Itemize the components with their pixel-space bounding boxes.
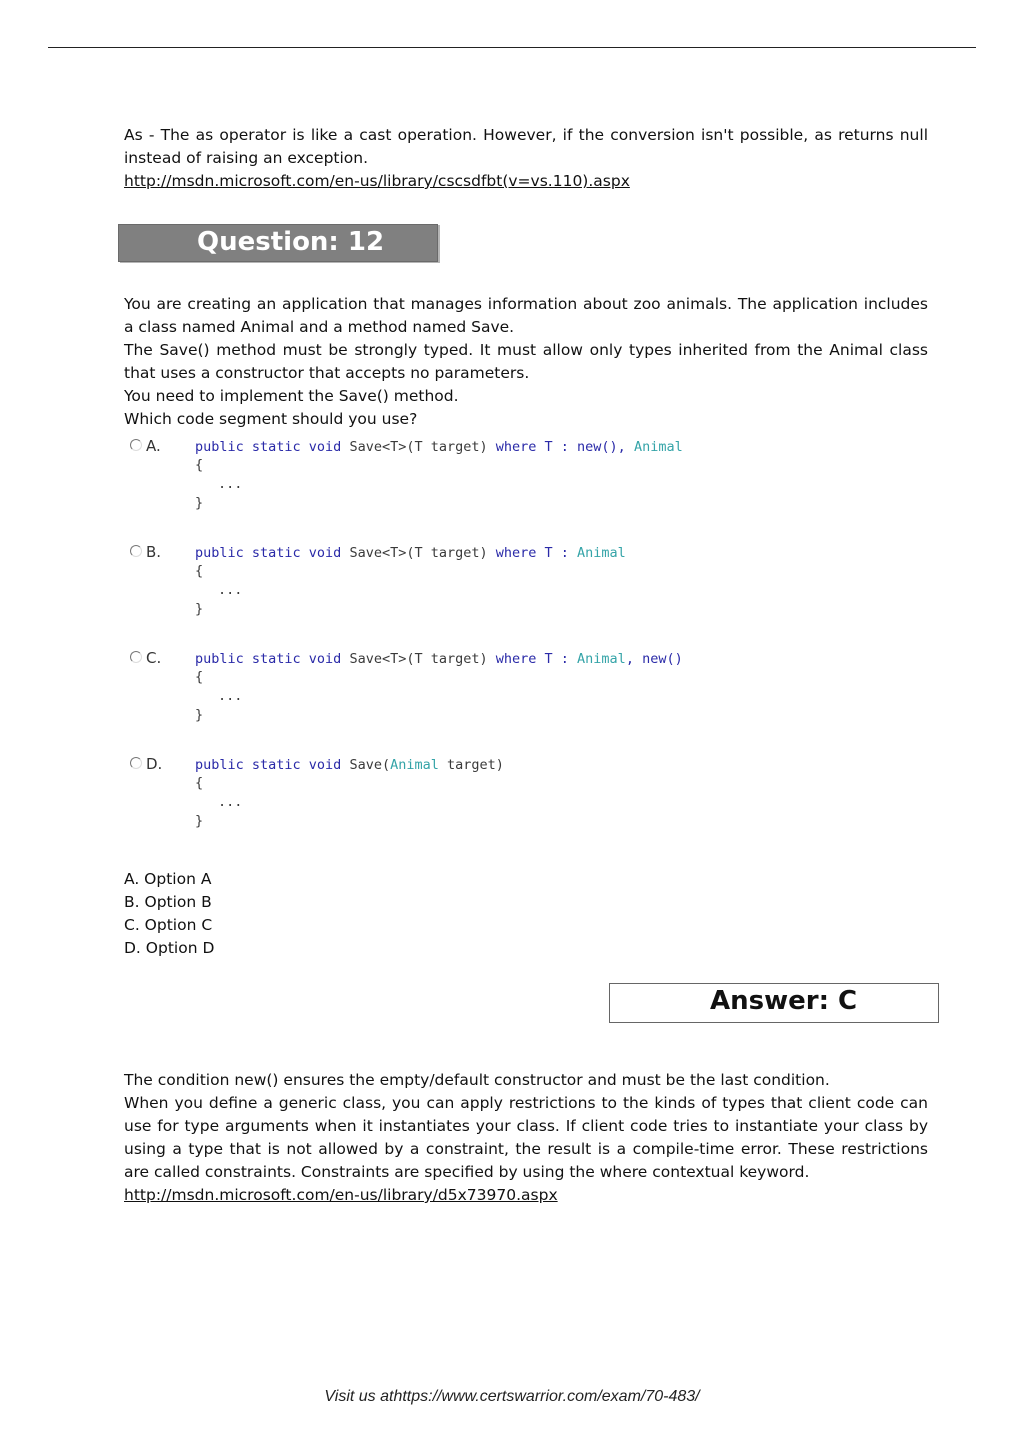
code-signature: public static void Save<T>(T target) where T : Animal, new() xyxy=(195,651,683,667)
code-brace-close: } xyxy=(195,601,204,617)
code-body: ... xyxy=(218,582,243,598)
code-brace-open: { xyxy=(195,775,204,791)
option-label: B. xyxy=(146,543,162,561)
question-line: Which code segment should you use? xyxy=(124,410,418,428)
radio-icon xyxy=(130,545,142,557)
top-rule xyxy=(48,47,976,48)
question-line: You need to implement the Save() method. xyxy=(124,387,459,405)
answer-choices xyxy=(124,868,214,960)
option-a-radio[interactable] xyxy=(130,437,178,459)
choice-item: C. Option C xyxy=(124,916,213,934)
option-label: D. xyxy=(146,755,163,773)
explanation-line1: The condition new() ensures the empty/default constructor and must be the last condition. xyxy=(124,1071,830,1089)
question-line: The Save() method must be strongly typed. It must allow only types inherited from the Animal class that uses a constructor that accepts no parameters. xyxy=(124,341,928,382)
explanation-section xyxy=(124,1069,928,1207)
code-brace-close: } xyxy=(195,707,204,723)
question-line: You are creating an application that manages information about zoo animals. The application includes a class named Animal and a method named Save. xyxy=(124,295,928,336)
question-text xyxy=(124,293,928,431)
question-heading: Question: 12 xyxy=(197,227,385,257)
code-signature: public static void Save<T>(T target) where T : Animal xyxy=(195,545,626,561)
intro-text: As - The as operator is like a cast operation. However, if the conversion isn't possible, as returns null instead of raising an exception. xyxy=(124,126,928,167)
option-label: A. xyxy=(146,437,161,455)
code-body: ... xyxy=(218,794,243,810)
radio-icon xyxy=(130,439,142,451)
option-b-radio[interactable] xyxy=(130,543,178,565)
choice-item: D. Option D xyxy=(124,939,215,957)
radio-icon xyxy=(130,651,142,663)
code-body: ... xyxy=(218,476,243,492)
code-signature: public static void Save(Animal target) xyxy=(195,757,504,773)
code-brace-open: { xyxy=(195,457,204,473)
option-label: C. xyxy=(146,649,162,667)
intro-section xyxy=(124,124,928,193)
code-brace-open: { xyxy=(195,669,204,685)
code-brace-close: } xyxy=(195,813,204,829)
radio-icon xyxy=(130,757,142,769)
explanation-line2: When you define a generic class, you can apply restrictions to the kinds of types that client code can use for type arguments when it instantiates your class. If client code tries to instantiate your class by using a type that is not allowed by a constraint, the result is a compile-time error. These restrictions are called constraints. Constraints are specified by using the where contextual keyword. xyxy=(124,1094,928,1181)
footer-text: Visit us athttps://www.certswarrior.com/exam/70-483/ xyxy=(324,1388,700,1405)
answer-text: Answer: C xyxy=(710,986,858,1016)
choice-item: B. Option B xyxy=(124,893,212,911)
intro-link[interactable]: http://msdn.microsoft.com/en-us/library/cscsdfbt(v=vs.110).aspx xyxy=(124,172,630,190)
code-brace-open: { xyxy=(195,563,204,579)
question-heading-bar xyxy=(118,224,438,262)
answer-box xyxy=(609,983,939,1023)
option-c-radio[interactable] xyxy=(130,649,178,671)
choice-item: A. Option A xyxy=(124,870,212,888)
code-brace-close: } xyxy=(195,495,204,511)
code-body: ... xyxy=(218,688,243,704)
code-signature: public static void Save<T>(T target) where T : new(), Animal xyxy=(195,439,683,455)
option-d-radio[interactable] xyxy=(130,755,178,777)
explanation-link[interactable]: http://msdn.microsoft.com/en-us/library/d5x73970.aspx xyxy=(124,1186,558,1204)
